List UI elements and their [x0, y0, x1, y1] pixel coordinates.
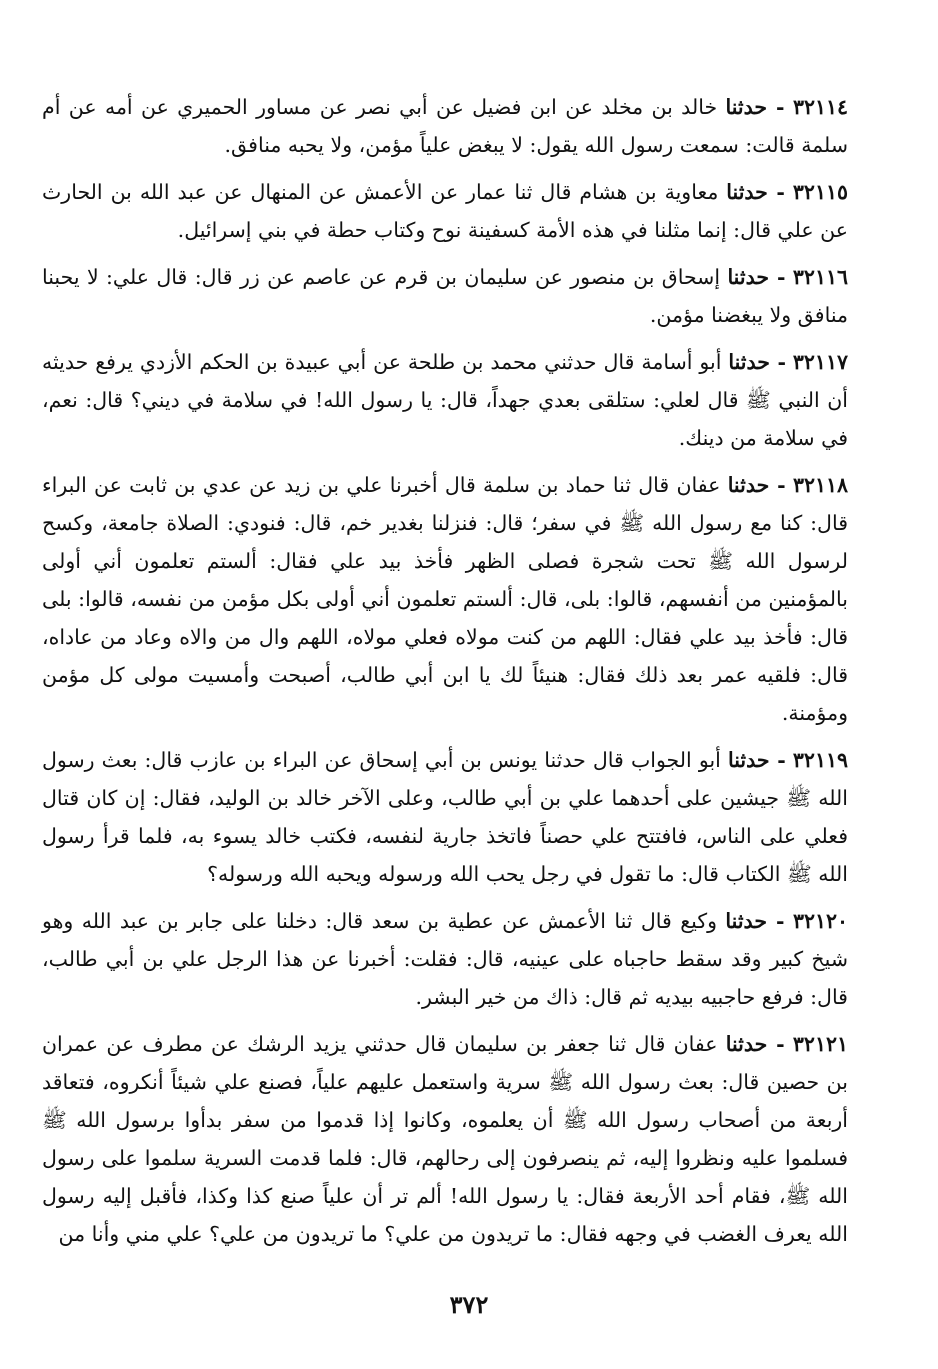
entry-text: أبو الجواب قال حدثنا يونس بن أبي إسحاق عن البراء بن عازب قال: بعث رسول الله ﷺ جيشين على أحدهما علي بن أبي طالب، وعلى الآخر خالد بن الوليد، فقال: إن كان قتال فعلي على الناس، فافتتح علي حصناً فاتخذ جارية لنفسه، فكتب خالد يسوء به، فلما قرأ رسول الله ﷺ الكتاب قال: ما تقول في رجل يحب الله ورسوله ويحبه الله ورسوله؟ — [42, 748, 848, 886]
entry-text: أبو أسامة قال حدثني محمد بن طلحة عن أبي عبيدة بن الحكم الأزدي يرفع حديثه أن النبي ﷺ قال لعلي: ستلقى بعدي جهداً، قال: يا رسول الله! في سلامة في ديني؟ قال: نعم، في سلامة من دينك. — [42, 350, 848, 450]
page-number: ٣٧٢ — [449, 1290, 489, 1319]
entry-number: ٣٢١١٦ — [792, 265, 848, 289]
entry-text: عفان قال ثنا حماد بن سلمة قال أخبرنا علي بن زيد عن عدي بن ثابت عن البراء قال: كنا مع رسول الله ﷺ في سفر؛ قال: فنزلنا بغدير خم، قال: فنودي: الصلاة جامعة، وكسح لرسول الله ﷺ تحت شجرة فصلى الظهر فأخذ بيد علي فقال: ألستم تعلمون أني أولى بالمؤمنين من أنفسهم، قالوا: بلى، قال: ألستم تعلمون أني أولى بكل مؤمن من نفسه، قالوا: بلى قال: فأخذ بيد علي فقال: اللهم من كنت مولاه فعلي مولاه، اللهم وال من والاه وعاد من عاداه، قال: فلقيه عمر بعد ذلك فقال: هنيئاً لك يا ابن أبي طالب، أصبحت وأمسيت مولى كل مؤمن ومؤمنة. — [42, 473, 848, 725]
entry-text: إسحاق بن منصور عن سليمان بن قرم عن عاصم عن زر قال: قال علي: لا يحبنا منافق ولا يبغضنا مؤمن. — [42, 265, 848, 327]
hadith-entry-32121 — [42, 1025, 848, 1253]
entry-number: ٣٢١١٧ — [792, 350, 848, 374]
entry-number: ٣٢١١٨ — [792, 473, 848, 497]
entry-lead: - حدثنا — [725, 1032, 785, 1056]
entry-lead: - حدثنا — [727, 748, 786, 772]
entry-lead: - حدثنا — [725, 95, 785, 119]
entry-number: ٣٢١١٥ — [792, 180, 848, 204]
entry-number: ٣٢١٢١ — [792, 1032, 848, 1056]
entry-lead: - حدثنا — [727, 265, 786, 289]
hadith-entry-32115 — [42, 173, 848, 249]
entry-number: ٣٢١١٩ — [792, 748, 848, 772]
hadith-entry-32116 — [42, 258, 848, 334]
entry-lead: - حدثنا — [728, 350, 786, 374]
hadith-entry-32114 — [42, 88, 848, 164]
entry-text: معاوية بن هشام قال ثنا عمار عن الأعمش عن المنهال عن عبد الله بن الحارث عن علي قال: إنما مثلنا في هذه الأمة كسفينة نوح وكتاب حطة في بني إسرائيل. — [42, 180, 848, 242]
entry-text: خالد بن مخلد عن ابن فضيل عن أبي نصر عن مساور الحميري عن أمه عن أم سلمة قالت: سمعت رسول الله يقول: لا يبغض علياً مؤمن، ولا يحبه منافق. — [42, 95, 848, 157]
hadith-entry-32118 — [42, 466, 848, 732]
entry-text: وكيع قال ثنا الأعمش عن عطية بن سعد قال: دخلنا على جابر بن عبد الله وهو شيخ كبير وقد سقط حاجباه على عينيه، قال: فقلت: أخبرنا عن هذا الرجل علي بن أبي طالب، قال: فرفع حاجبيه بيديه ثم قال: ذاك من خير البشر. — [42, 909, 848, 1009]
entry-lead: - حدثنا — [727, 473, 786, 497]
entry-lead: - حدثنا — [726, 180, 785, 204]
entry-text: عفان قال ثنا جعفر بن سليمان قال حدثني يزيد الرشك عن مطرف عن عمران بن حصين قال: بعث رسول الله ﷺ سرية واستعمل عليهم علياً، فصنع علي شيئاً أنكروه، فتعاقد أربعة من أصحاب رسول الله ﷺ أن يعلموه، وكانوا إذا قدموا من سفر بدأوا برسول الله ﷺ فسلموا عليه ونظروا إليه، ثم ينصرفون إلى رحالهم، قال: فلما قدمت السرية سلموا على رسول الله ﷺ، فقام أحد الأربعة فقال: يا رسول الله! ألم تر أن علياً صنع كذا وكذا، فأقبل إليه رسول الله يعرف الغضب في وجهه فقال: ما تريدون من علي؟ ما تريدون من علي؟ علي مني وأنا من — [42, 1032, 848, 1246]
entry-number: ٣٢١٢٠ — [792, 909, 848, 933]
hadith-entry-32117 — [42, 343, 848, 457]
entry-lead: - حدثنا — [725, 909, 785, 933]
hadith-entry-32119 — [42, 741, 848, 893]
hadith-entry-32120 — [42, 902, 848, 1016]
entry-number: ٣٢١١٤ — [792, 95, 848, 119]
